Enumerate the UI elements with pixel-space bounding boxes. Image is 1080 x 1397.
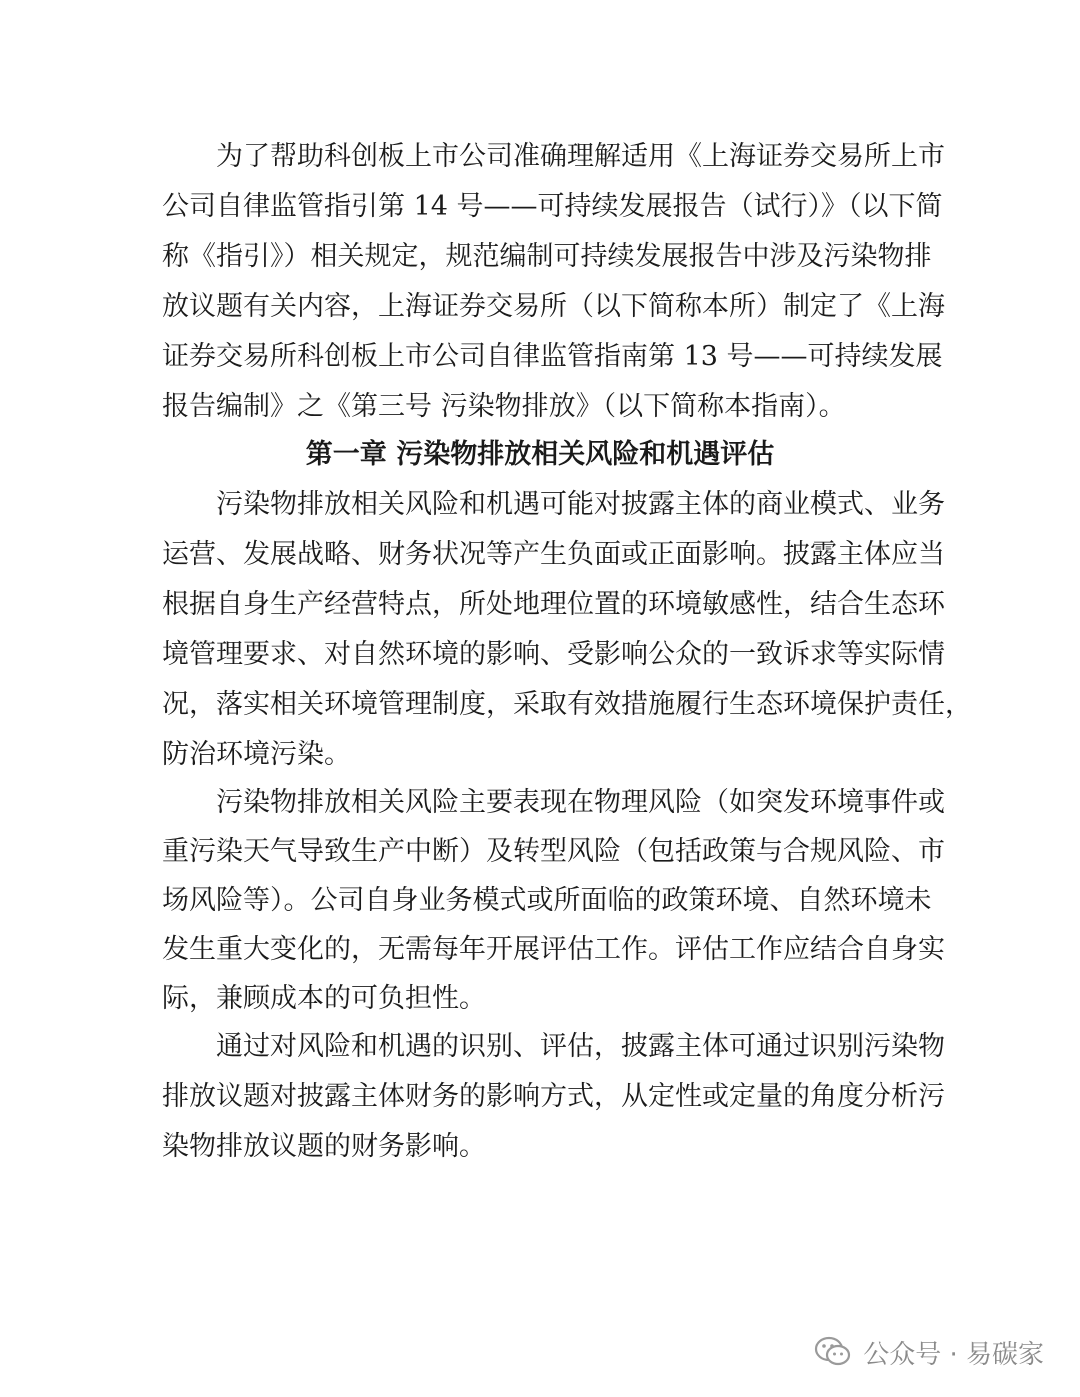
paragraph-line: 通过对风险和机遇的识别、评估，披露主体可通过识别污染物 bbox=[216, 1031, 945, 1062]
paragraph-line: 根据自身生产经营特点，所处地理位置的环境敏感性，结合生态环 bbox=[162, 589, 945, 620]
paragraph-line: 场风险等）。公司自身业务模式或所面临的政策环境、自然环境未 bbox=[162, 885, 932, 916]
paragraph-line: 况，落实相关环境管理制度，采取有效措施履行生态环境保护责任， bbox=[162, 689, 972, 720]
chapter-heading: 第一章 污染物排放相关风险和机遇评估 bbox=[305, 439, 775, 470]
intro-line: 报告编制》之《第三号 污染物排放》（以下简称本指南）。 bbox=[162, 391, 846, 422]
intro-line: 为了帮助科创板上市公司准确理解适用《上海证券交易所上市 bbox=[216, 141, 945, 172]
paragraph-line: 染物排放议题的财务影响。 bbox=[162, 1131, 486, 1162]
intro-line: 放议题有关内容，上海证券交易所（以下简称本所）制定了《上海 bbox=[162, 291, 945, 322]
paragraph-line: 防治环境污染。 bbox=[162, 739, 351, 770]
intro-line: 证券交易所科创板上市公司自律监管指南第 13 号——可持续发展 bbox=[162, 341, 943, 372]
intro-line: 称《指引》）相关规定，规范编制可持续发展报告中涉及污染物排 bbox=[162, 241, 932, 272]
watermark-text: 公众号 · 易碳家 bbox=[863, 1339, 1044, 1370]
intro-line: 公司自律监管指引第 14 号——可持续发展报告（试行）》（以下简 bbox=[162, 191, 943, 222]
paragraph-line: 境管理要求、对自然环境的影响、受影响公众的一致诉求等实际情 bbox=[162, 639, 945, 670]
paragraph-line: 重污染天气导致生产中断）及转型风险（包括政策与合规风险、市 bbox=[162, 836, 945, 867]
paragraph-line: 污染物排放相关风险主要表现在物理风险（如突发环境事件或 bbox=[216, 787, 945, 818]
paragraph-line: 际，兼顾成本的可负担性。 bbox=[162, 983, 486, 1014]
paragraph-line: 发生重大变化的，无需每年开展评估工作。评估工作应结合自身实 bbox=[162, 934, 945, 965]
paragraph-line: 运营、发展战略、财务状况等产生负面或正面影响。披露主体应当 bbox=[162, 539, 945, 570]
paragraph-line: 排放议题对披露主体财务的影响方式，从定性或定量的角度分析污 bbox=[162, 1081, 945, 1112]
wechat-official-account-icon bbox=[813, 1335, 853, 1369]
watermark bbox=[813, 1330, 1044, 1374]
paragraph-line: 污染物排放相关风险和机遇可能对披露主体的商业模式、业务 bbox=[216, 489, 945, 520]
